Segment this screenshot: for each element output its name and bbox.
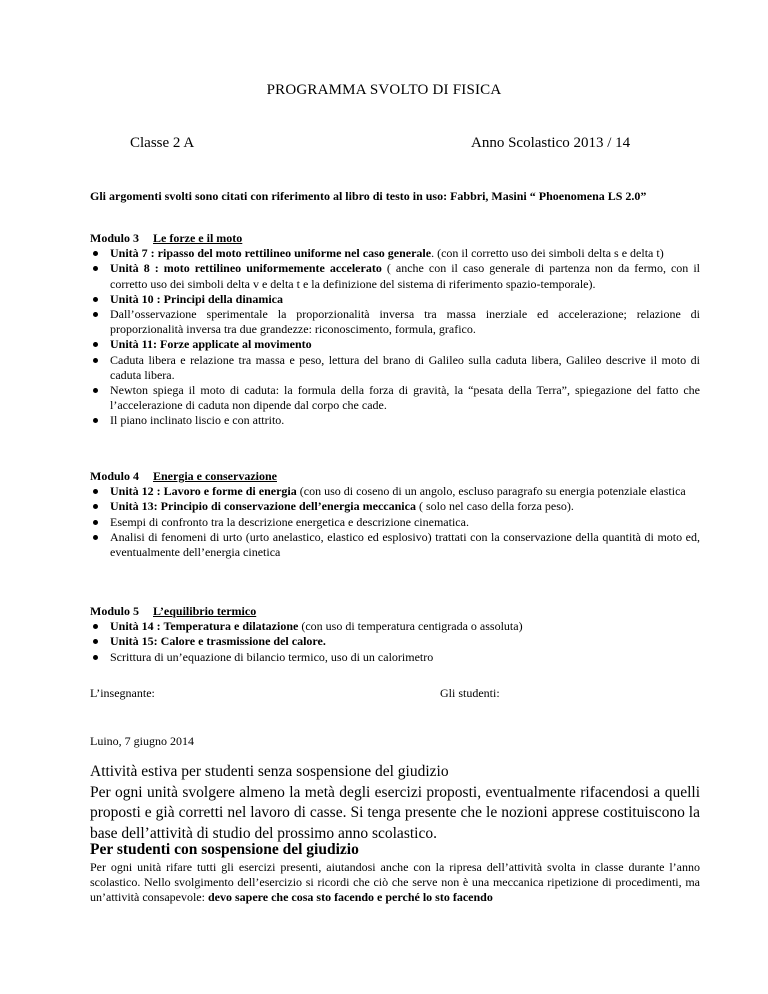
item-bold: Unità 14 : Temperatura e dilatazione: [110, 619, 299, 634]
module-5: [90, 604, 700, 665]
item-bold: Unità 10 : Principi della dinamica: [110, 291, 284, 306]
module-number: Modulo 5: [90, 604, 140, 618]
list-item: [90, 337, 700, 352]
item-bold: Unità 7 : ripasso del moto rettilineo uniforme nel caso generale: [110, 246, 432, 261]
page-title: PROGRAMMA SVOLTO DI FISICA: [266, 82, 502, 98]
item-text: Dall’osservazione sperimentale la proporzionalità inversa tra massa inerziale ed accelerazione; relazione di proporzionalità inversa tra due grandezze: riconoscimento, formula, grafico.: [110, 307, 700, 337]
item-bold: Unità 12 : Lavoro e forme di energia: [110, 484, 297, 499]
teacher-signature-label: L’insegnante:: [90, 686, 155, 700]
place-date: Luino, 7 giugno 2014: [90, 734, 194, 748]
module-3: [90, 231, 700, 429]
module-heading: [90, 231, 700, 246]
item-bold: Unità 13: Principio di conservazione dell’energia meccanica: [110, 499, 416, 514]
list-item: [90, 619, 700, 634]
summer-activity-heading: Attività estiva per studenti senza sospensione del giudizio: [90, 763, 449, 780]
class-label: Classe 2 A: [130, 135, 195, 151]
school-year-label: Anno Scolastico 2013 / 14: [471, 135, 631, 151]
list-item: [90, 413, 700, 428]
item-text: Analisi di fenomeni di urto (urto anelastico, elastico ed esplosivo) trattati con la conservazione della quantità di moto ed, eventualmente dell’energia cinetica: [110, 529, 700, 560]
module-number: Modulo 4: [90, 469, 140, 483]
list-item: [90, 292, 700, 307]
item-text: ( anche con il caso generale di partenza non da fermo, con il corretto uso dei simboli delta v e delta t e la definizione del sistema di riferimento spazio-temporale).: [110, 261, 700, 291]
list-item: [90, 499, 700, 514]
item-text: ( solo nel caso della forza peso).: [415, 499, 574, 514]
summer-activity-section: [90, 762, 700, 844]
item-bold: Unità 8 : moto rettilineo uniformemente accelerato: [110, 261, 382, 276]
suspension-heading: Per studenti con sospensione del giudizio: [90, 841, 359, 858]
item-text: Newton spiega il moto di caduta: la formula della forza di gravità, la “pesata della Terra”, spiegazione del fatto che l’accelerazione di caduta non dipende dal corpo che cade.: [110, 383, 700, 413]
item-text: Scrittura di un’equazione di bilancio termico, uso di un calorimetro: [110, 649, 434, 664]
module-number: Modulo 3: [90, 231, 140, 245]
list-item: [90, 634, 700, 649]
module-title: Le forze e il moto: [153, 231, 243, 245]
list-item: [90, 530, 700, 560]
item-text: Esempi di confronto tra la descrizione energetica e descrizione cinematica.: [110, 514, 469, 529]
item-bold: Unità 11: Forze applicate al movimento: [110, 337, 312, 352]
module-title: Energia e conservazione: [153, 469, 277, 483]
module-heading: [90, 469, 700, 484]
suspension-text: Per ogni unità rifare tutti gli esercizi presenti, aiutandosi anche con la ripresa dell’attività svolta in classe durante l’anno scolastico. Nello svolgimento dell’esercizio si ricordi che ciò che serve non è una meccanica ripetizione di procedimenti, ma un’attività consapevole:: [90, 860, 700, 904]
item-text: (con uso di coseno di un angolo, escluso paragrafo su energia potenziale elastica: [296, 484, 686, 499]
item-text: (con uso di temperatura centigrada o assoluta): [298, 619, 523, 634]
module-title: L’equilibrio termico: [153, 604, 257, 618]
item-text: Caduta libera e relazione tra massa e peso, lettura del brano di Galileo sulla caduta libera, Galileo descrive il moto di caduta libera.: [110, 352, 700, 382]
summer-activity-body: Per ogni unità svolgere almeno la metà degli esercizi proposti, eventualmente rifacendosi a quelli proposti e già corretti nel lavoro di casse. Si tenga presente che le nozioni apprese costituiscono la base dell’attività di studio del prossimo anno scolastico.: [90, 783, 700, 842]
list-item: [90, 383, 700, 413]
item-text: . (con il corretto uso dei simboli delta s e delta t): [431, 246, 664, 261]
list-item: [90, 484, 700, 499]
list-item: [90, 307, 700, 337]
module-heading: [90, 604, 700, 619]
list-item: [90, 246, 700, 261]
module-4: [90, 469, 700, 560]
suspension-emphasis: devo sapere che cosa sto facendo e perché lo sto facendo: [207, 889, 493, 904]
list-item: [90, 515, 700, 530]
textbook-reference: Gli argomenti svolti sono citati con riferimento al libro di testo in uso: Fabbri, Masini “ Phoenomena LS 2.0”: [90, 189, 647, 203]
list-item: [90, 353, 700, 383]
item-text: Il piano inclinato liscio e con attrito.: [110, 413, 285, 428]
students-signature-label: Gli studenti:: [440, 686, 500, 700]
item-bold: Unità 15: Calore e trasmissione del calore.: [110, 634, 326, 649]
list-item: [90, 261, 700, 291]
list-item: [90, 650, 700, 665]
suspension-body: [90, 860, 700, 904]
